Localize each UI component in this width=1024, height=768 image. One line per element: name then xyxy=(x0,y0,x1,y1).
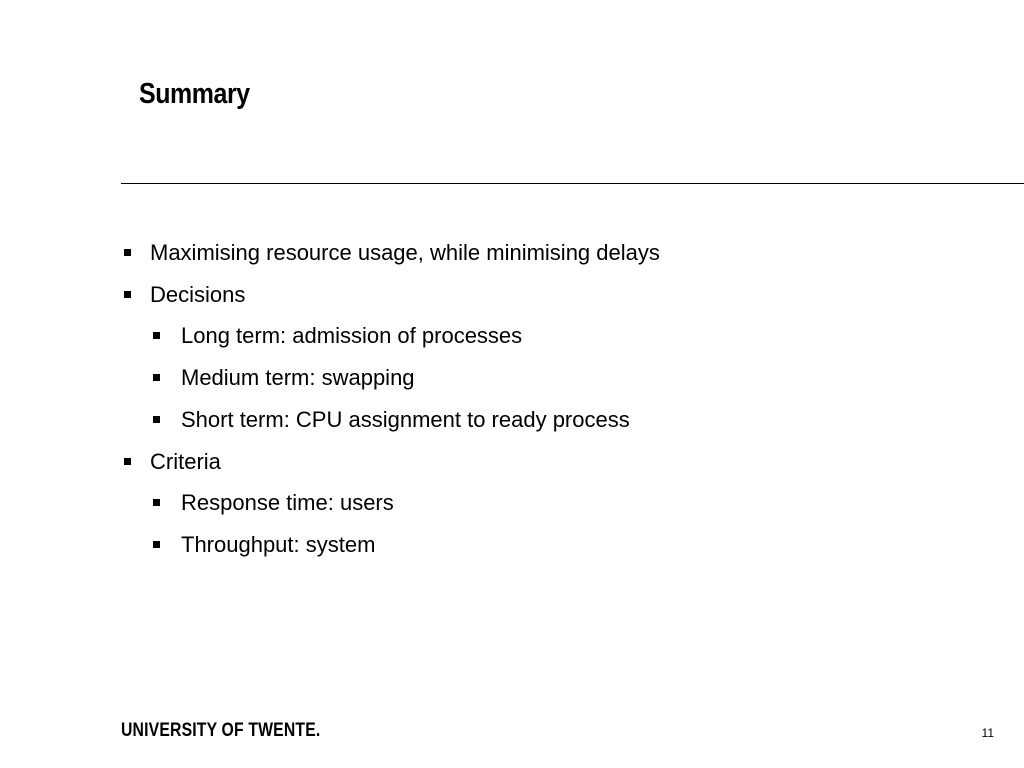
square-bullet-icon xyxy=(124,291,131,298)
title-divider xyxy=(121,183,1024,184)
bullet-text: Short term: CPU assignment to ready process xyxy=(181,407,630,432)
bullet-text: Maximising resource usage, while minimising delays xyxy=(150,240,660,265)
bullet-text: Response time: users xyxy=(181,490,394,515)
bullet-text: Criteria xyxy=(150,449,221,474)
bullet-text: Decisions xyxy=(150,282,246,307)
square-bullet-icon xyxy=(153,541,160,548)
slide-title: Summary xyxy=(139,78,250,110)
square-bullet-icon xyxy=(153,332,160,339)
square-bullet-icon xyxy=(153,416,160,423)
bullet-text: Long term: admission of processes xyxy=(181,323,523,348)
square-bullet-icon xyxy=(153,374,160,381)
bullet-text: Throughput: system xyxy=(181,532,376,557)
page-number: 11 xyxy=(981,726,994,740)
square-bullet-icon xyxy=(124,249,131,256)
square-bullet-icon xyxy=(124,458,131,465)
square-bullet-icon xyxy=(153,499,160,506)
university-logo: UNIVERSITY OF TWENTE. xyxy=(121,720,321,741)
bullet-text: Medium term: swapping xyxy=(181,365,415,390)
